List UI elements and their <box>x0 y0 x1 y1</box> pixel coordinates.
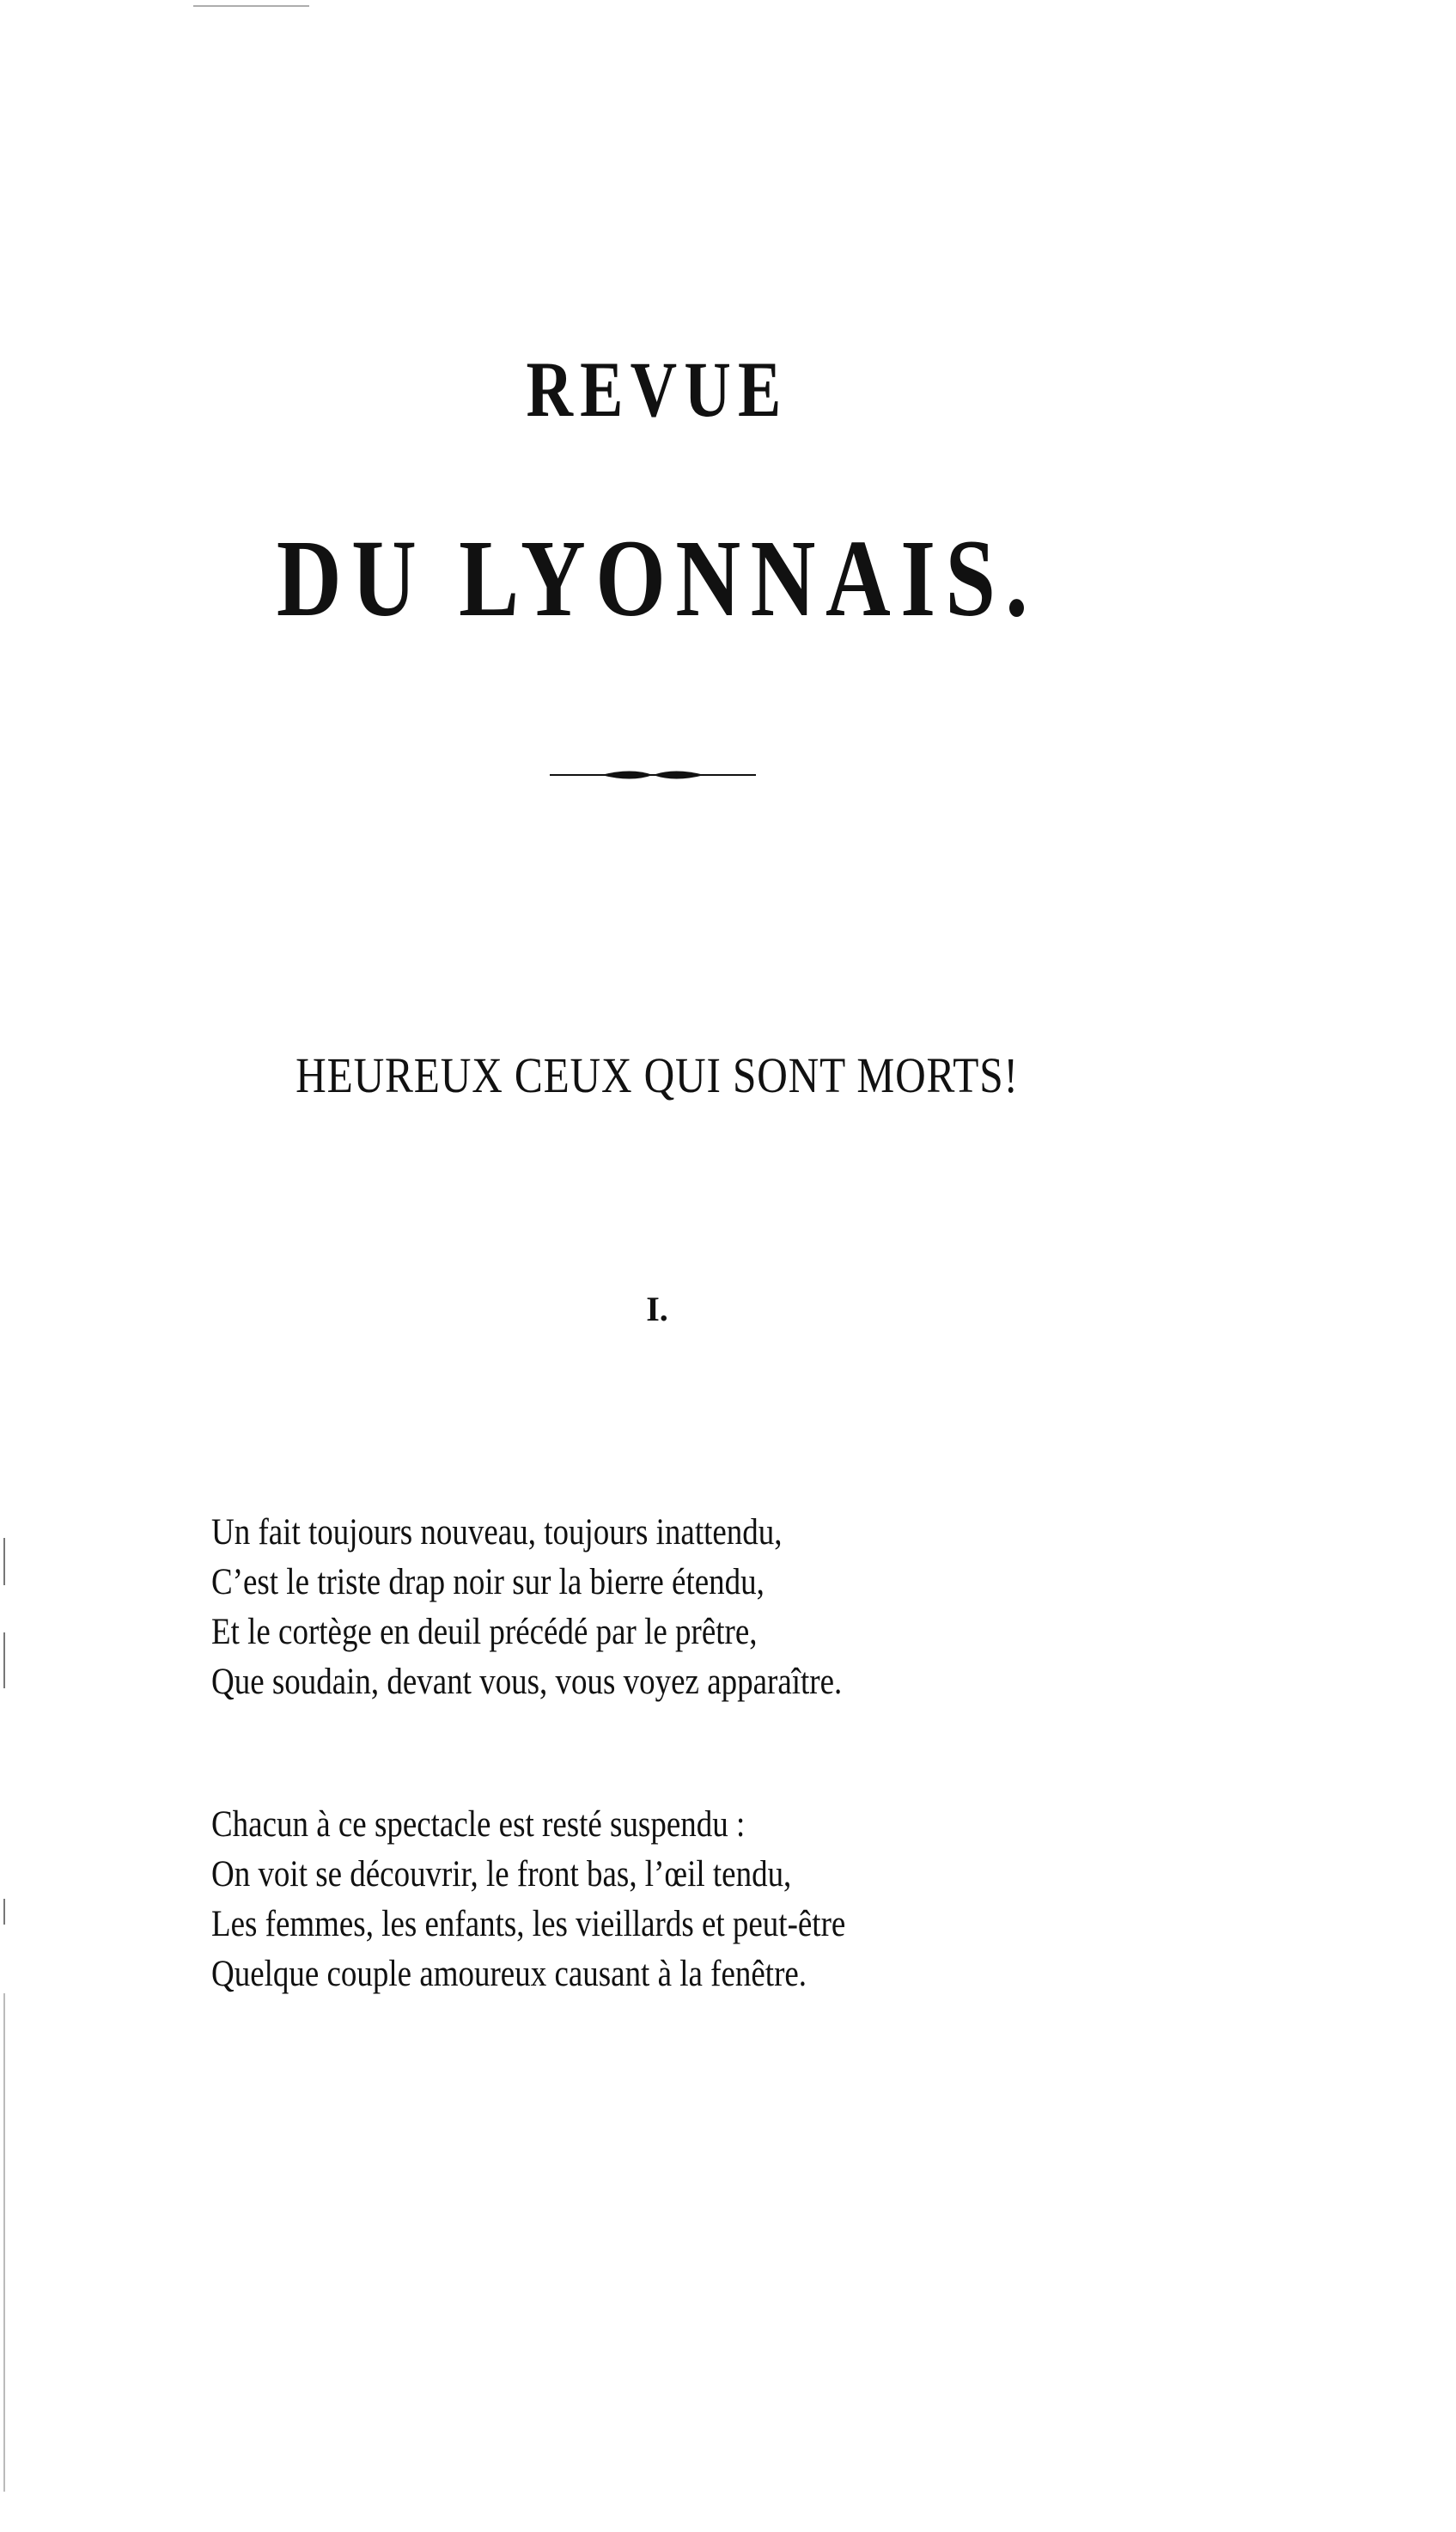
verse-line: C’est le triste drap noir sur la bierre étendu, <box>211 1562 765 1602</box>
scan-edge-mark <box>3 1538 5 1585</box>
verse-line: Quelque couple amoureux causant à la fenêtre. <box>211 1954 807 1994</box>
verse-line: Que soudain, devant vous, vous voyez apparaître. <box>211 1662 843 1702</box>
verse-line: Chacun à ce spectacle est resté suspendu : <box>211 1804 746 1845</box>
verse-line: Et le cortège en deuil précédé par le prêtre, <box>211 1612 758 1652</box>
scan-edge-mark <box>193 5 309 7</box>
double-leaf-rule-icon <box>550 765 756 785</box>
poem-title: HEUREUX CEUX QUI SONT MORTS! <box>295 1047 1019 1103</box>
stanza-1 <box>211 1508 1156 1707</box>
verse-line: On voit se découvrir, le front bas, l’œil tendu, <box>211 1854 792 1894</box>
scan-edge-mark <box>3 1899 5 1925</box>
stanza-2 <box>211 1800 1156 1999</box>
verse-line: Les femmes, les enfants, les vieillards et peut-être <box>211 1904 846 1944</box>
verse-line: Un fait toujours nouveau, toujours inattendu, <box>211 1512 783 1553</box>
journal-title-line2: DU LYONNAIS. <box>276 517 1039 639</box>
section-number: I. <box>646 1290 668 1328</box>
scan-edge-mark <box>3 1632 5 1688</box>
journal-title-line1: REVUE <box>526 345 789 433</box>
scan-edge-mark <box>3 1993 5 2492</box>
